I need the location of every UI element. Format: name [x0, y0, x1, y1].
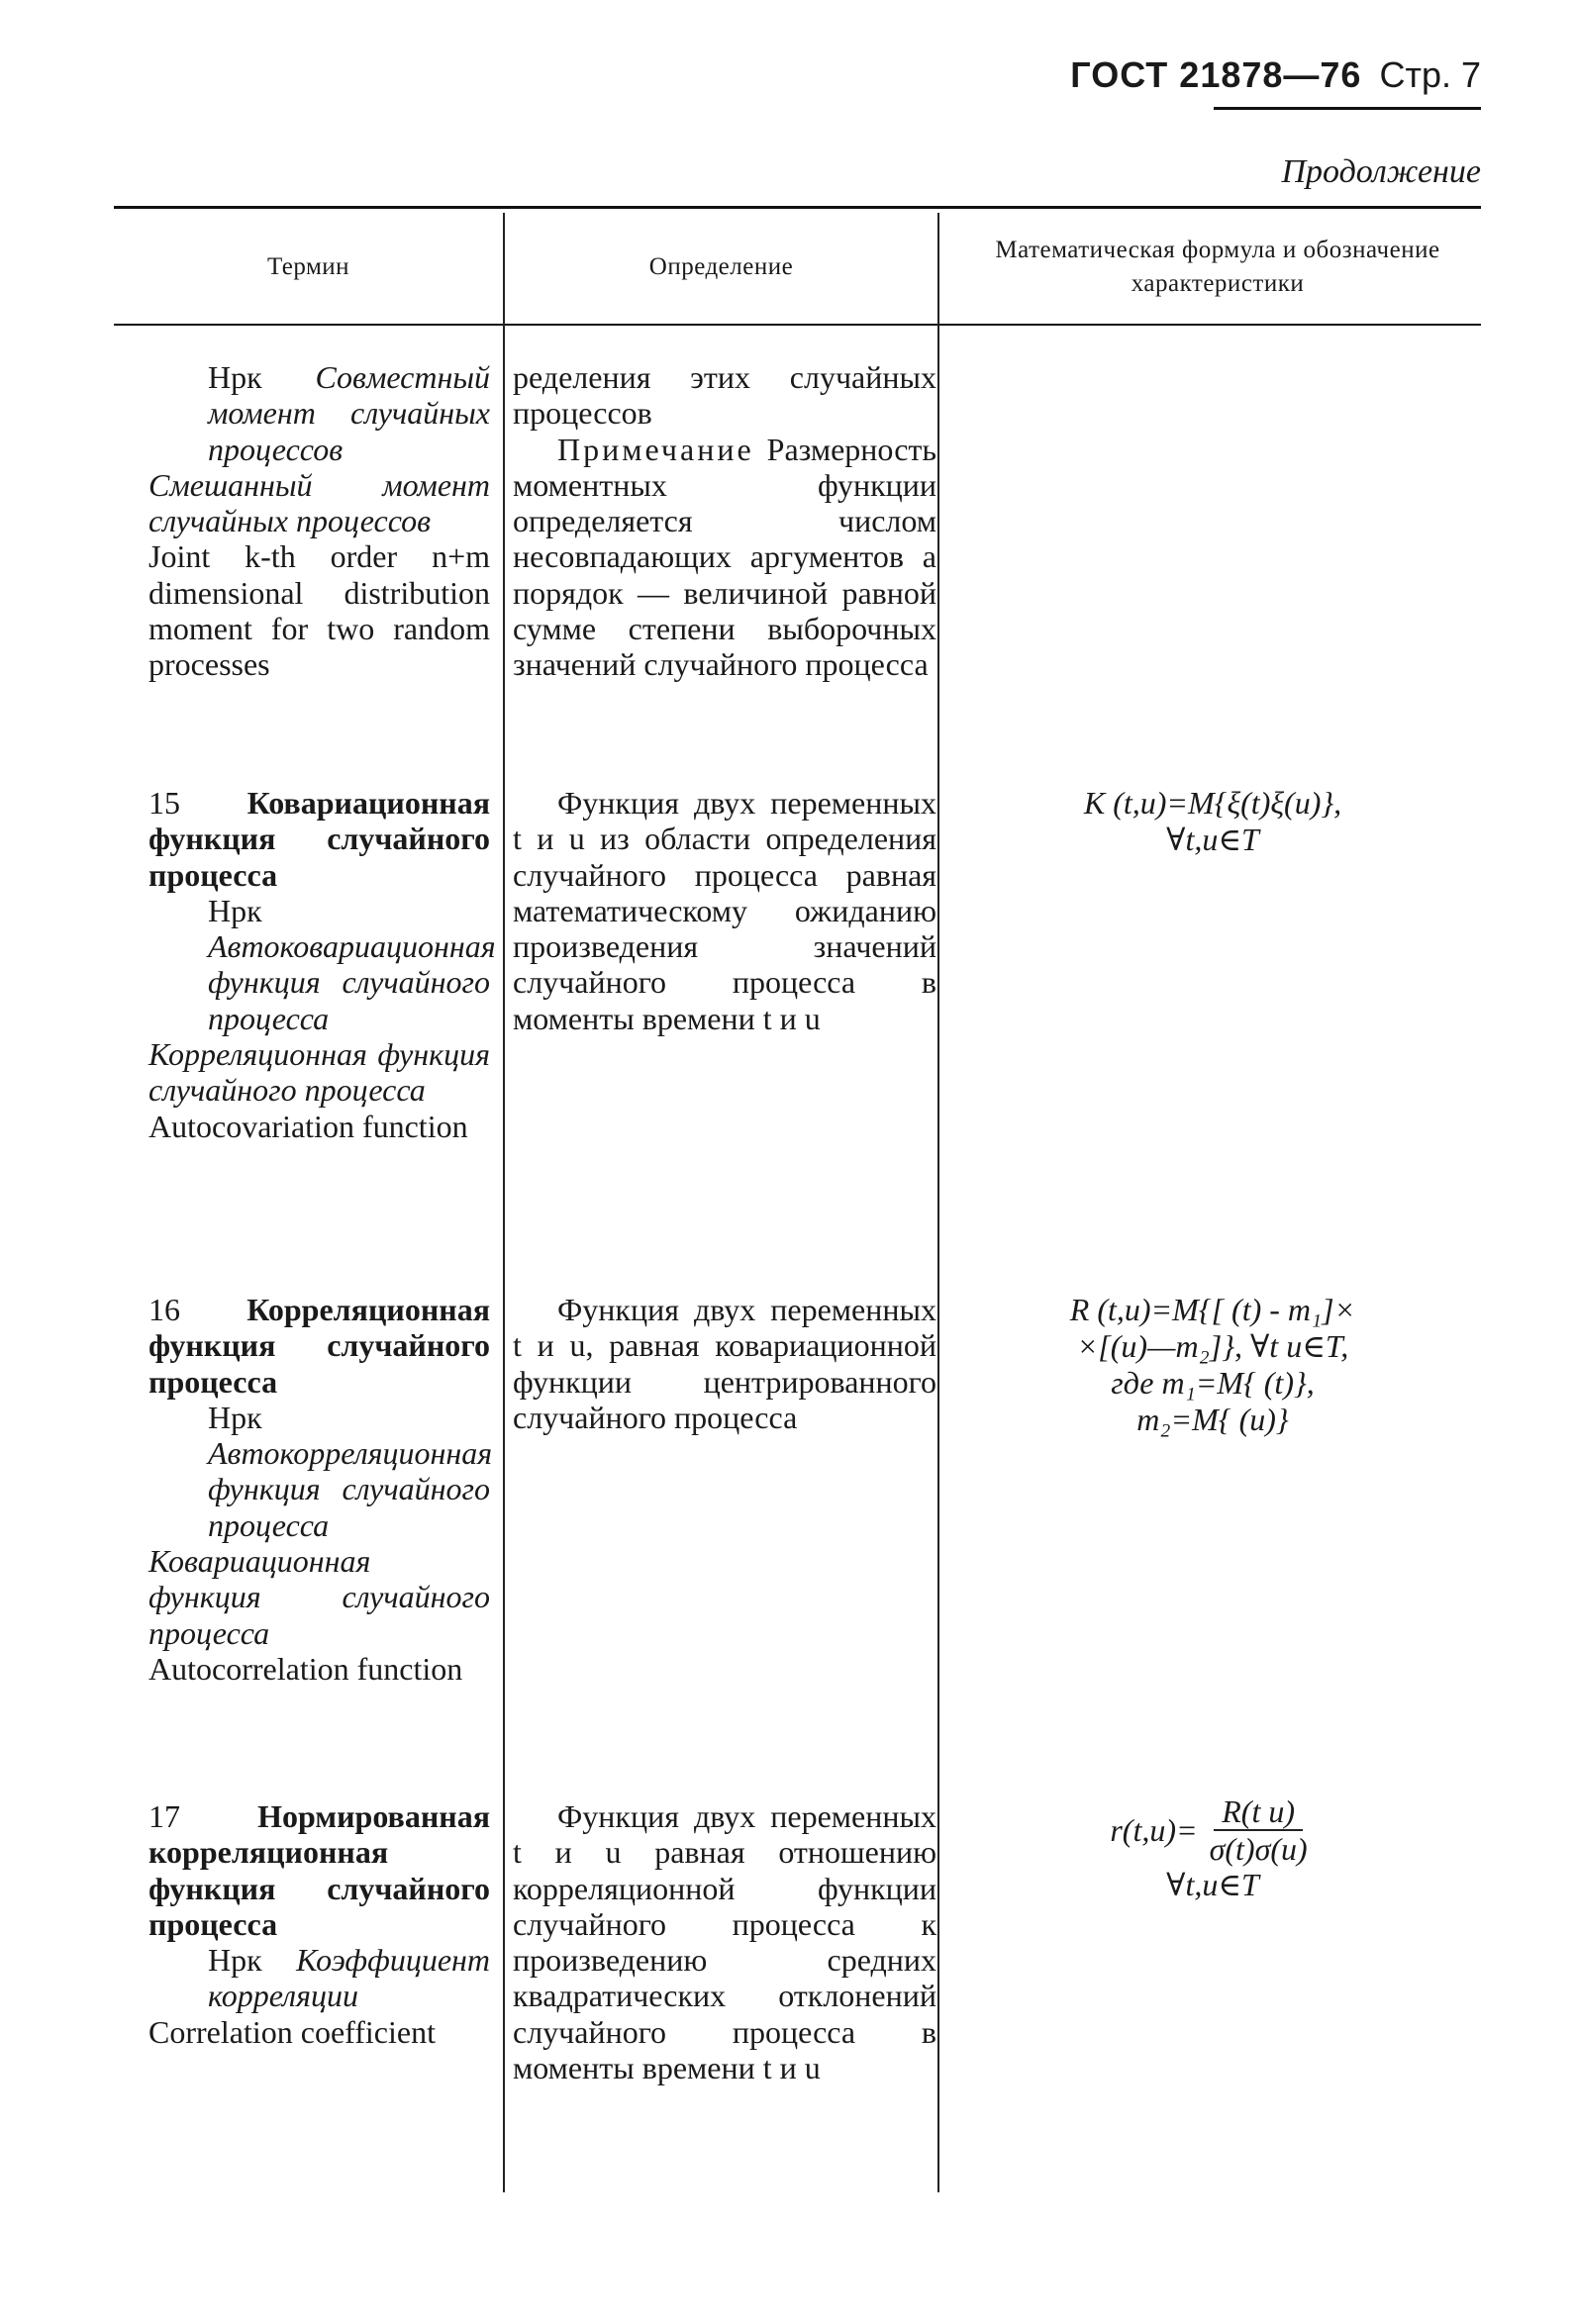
- formula-15-line-2: ∀t,u∈T: [1166, 822, 1259, 857]
- continuation-label: Продолжение: [1281, 153, 1481, 190]
- formula-16-line-3: где m₁=M{ (t)},: [1111, 1365, 1315, 1401]
- definition-17: Функция двух переменных t и u равная отношению корреляционной функции случайного процесса к произведению средних квадратических отклонений случайного процесса в моменты времени t и u: [513, 1798, 936, 2086]
- definition-cell-17: [513, 1798, 936, 2085]
- formula-16-line-4: m₂=M{ (u)}: [1136, 1402, 1289, 1437]
- nrk-15: Нрк Автоковариационная функция случайного процесса: [208, 892, 496, 1036]
- nrk-16: Нрк Автокорреляционная функция случайного процесса: [208, 1399, 493, 1543]
- column-divider-1: [503, 213, 505, 2192]
- intro-term-cell: [148, 359, 490, 683]
- intro-note: [513, 432, 936, 683]
- formula-17-numerator: R(t u): [1214, 1793, 1303, 1831]
- english-term-17: Correlation coefficient: [148, 2013, 436, 2050]
- formula-17-fraction-row: [945, 1793, 1480, 1867]
- term-cell-16: [148, 1292, 493, 1687]
- english-term-15: Autocovariation function: [148, 1108, 468, 1144]
- formula-17-lhs: r(t,u)=: [1110, 1811, 1198, 1848]
- term-17: 17 Нормированная корреляционная функция случайного процесса: [148, 1798, 490, 1942]
- page-header: [1070, 54, 1481, 96]
- page-number: Стр. 7: [1379, 54, 1481, 95]
- alt-term-16: Ковариационная функция случайного процесса: [148, 1543, 490, 1651]
- english-term-16: Autocorrelation function: [148, 1650, 463, 1687]
- formula-cell-17: [945, 1793, 1480, 1903]
- formula-cell-15: [945, 785, 1480, 858]
- table-header-rule: [114, 324, 1481, 326]
- intro-definition: ределения этих случайных процессов: [513, 359, 936, 432]
- definition-cell-15: [513, 785, 936, 1036]
- formula-cell-16: [945, 1292, 1480, 1438]
- formula-17-tail: ∀t,u∈T: [1166, 1867, 1259, 1902]
- formula-16-line-2: ×[(u)—m₂]}, ∀t u∈T,: [1076, 1328, 1349, 1364]
- formula-16-line-1: R (t,u)=M{[ (t) - m₁]×: [1069, 1292, 1356, 1327]
- header-underline: [1214, 107, 1481, 110]
- intro-nrk-term: Нрк Совместный момент случайных процессов: [208, 359, 490, 467]
- standard-number: ГОСТ 21878—76: [1070, 54, 1362, 95]
- formula-17-fraction: [1202, 1793, 1316, 1867]
- term-16: 16 Корреляционная функция случайного процесса: [148, 1292, 490, 1400]
- note-text: Размерность моментных функции определяется числом несовпадающих аргументов а порядок — величиной равной сумме степени выборочных значений случайного процесса: [513, 431, 936, 683]
- note-label: Примечание: [557, 431, 754, 467]
- table-top-rule: [114, 206, 1481, 209]
- column-divider-2: [937, 213, 939, 2192]
- term-cell-15: [148, 785, 496, 1144]
- term-cell-17: [148, 1798, 490, 2050]
- column-header-formula: Математическая формула и обозначение характеристики: [995, 237, 1440, 297]
- intro-alt-term: Смешанный момент случайных процессов: [148, 466, 490, 539]
- column-header-definition: Определение: [648, 253, 794, 280]
- definition-cell-16: [513, 1292, 936, 1435]
- definition-16: Функция двух переменных t и u, равная ковариационной функции центрированного случайного процесса: [513, 1292, 936, 1435]
- nrk-17: Нрк Коэффициент корреляции: [208, 1942, 490, 2014]
- definition-15: Функция двух переменных t и u из области определения случайного процесса равная математическому ожиданию произведения значений случайного процесса в моменты времени t и u: [513, 785, 936, 1036]
- alt-term-15: Корреляционная функция случайного процесса: [148, 1036, 490, 1109]
- term-15: 15 Ковариационная функция случайного процесса: [148, 785, 490, 893]
- column-header-term: Термин: [266, 253, 350, 280]
- intro-definition-cell: [513, 359, 936, 683]
- intro-english-term: Joint k-th order n+m dimensional distribution moment for two random processes: [148, 538, 490, 683]
- formula-17-denominator: σ(t)σ(u): [1209, 1831, 1308, 1867]
- formula-15-line-1: K (t,u)=M{ξ(t)ξ(u)},: [1083, 785, 1342, 821]
